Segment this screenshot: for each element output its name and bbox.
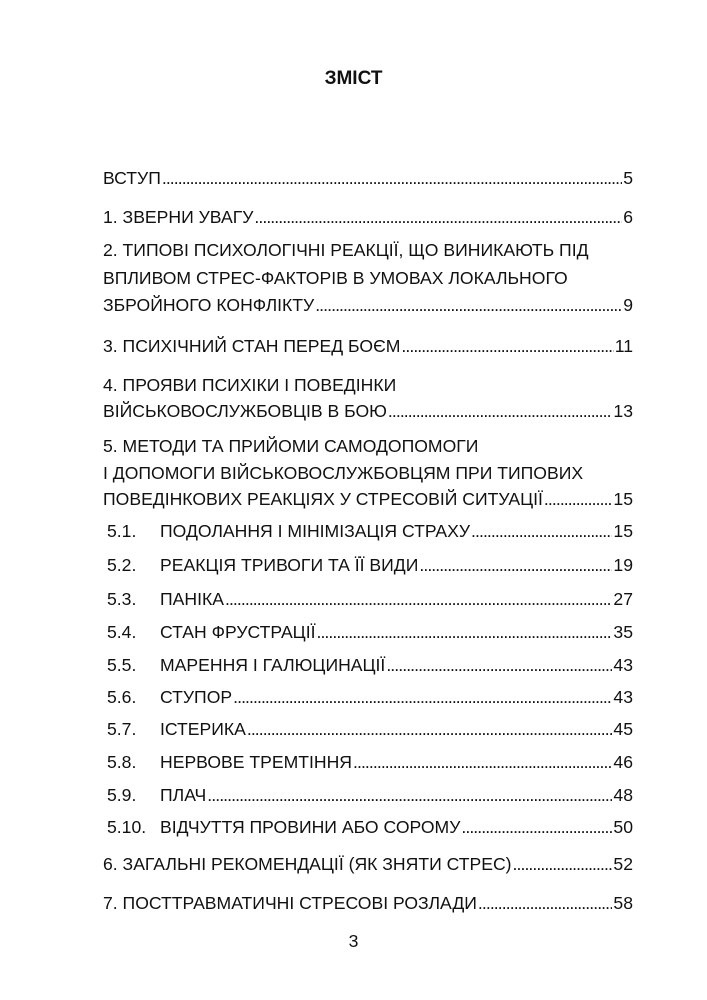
toc-entry-page: 9 [623,295,633,315]
toc-entry-page: 6 [623,207,633,227]
toc-entry-line[interactable] [107,654,633,676]
toc-entry-title: ЗБРОЙНОГО КОНФЛІКТУ [103,295,315,315]
dot-leader [162,167,622,189]
toc-entry-line[interactable] [107,718,633,740]
toc-entry-line[interactable] [107,686,633,708]
toc-entry-title: 4. ПРОЯВИ ПСИХІКИ І ПОВЕДІНКИ [103,375,397,395]
toc-entry-page: 43 [613,687,633,707]
toc-entry-line[interactable] [103,167,633,189]
toc-entry-title: НЕРВОВЕ ТРЕМТІННЯ [160,752,352,772]
toc-entry-line[interactable] [107,816,633,838]
toc-entry-number: 5.7. [107,719,137,739]
dot-leader [233,686,612,708]
toc-entry-page: 19 [613,555,633,575]
page-title: ЗМІСТ [324,68,383,89]
toc-entry-page: 11 [614,336,633,356]
toc-entry-page: 50 [613,817,633,837]
dot-leader [419,554,612,576]
toc-entry-number: 5.6. [107,687,137,707]
toc-entry-title: 7. ПОСТТРАВМАТИЧНІ СТРЕСОВІ РОЗЛАДИ [103,893,477,913]
toc-entry-title: СТУПОР [160,687,233,707]
toc-entry-line[interactable] [103,335,633,357]
dot-leader [386,654,612,676]
toc-entry-line[interactable] [103,488,633,510]
toc-entry-number: 5.10. [107,817,147,837]
toc-entry-number: 5.9. [107,785,137,805]
toc-entry-page: 43 [613,655,633,675]
toc-entry-line[interactable] [107,554,633,576]
toc-entry-line[interactable] [107,520,633,542]
toc-entry-title: 3. ПСИХІЧНИЙ СТАН ПЕРЕД БОЄМ [103,336,401,356]
toc-entry-line[interactable] [103,206,633,228]
toc-entry-title: РЕАКЦІЯ ТРИВОГИ ТА ЇЇ ВИДИ [160,555,419,575]
dot-leader [254,206,622,228]
toc-entry-line[interactable] [107,784,633,806]
toc-entry-title: ВПЛИВОМ СТРЕС-ФАКТОРІВ В УМОВАХ ЛОКАЛЬНОГО [103,268,568,288]
toc-entry-page: 13 [613,401,633,421]
dot-leader [513,853,613,875]
toc-entry-line[interactable] [107,588,633,610]
toc-entry-line[interactable] [107,751,633,773]
toc-entry-title: І ДОПОМОГИ ВІЙСЬКОВОСЛУЖБОВЦЯМ ПРИ ТИПОВИХ [103,463,584,483]
dot-leader [478,892,613,914]
dot-leader [388,400,613,422]
toc-entry-number: 5.3. [107,589,137,609]
dot-leader [247,718,613,740]
dot-leader [315,294,622,316]
dot-leader [401,335,613,357]
toc-entry-title: ВІЙСЬКОВОСЛУЖБОВЦІВ В БОЮ [103,401,387,421]
toc-entry-number: 5.1. [107,521,137,541]
toc-entry-page: 27 [613,589,633,609]
toc-entry-page: 45 [613,719,633,739]
toc-entry-title: МАРЕННЯ І ГАЛЮЦИНАЦІЇ [160,655,386,675]
toc-entry-line[interactable] [103,374,633,396]
toc-entry-title: 1. ЗВЕРНИ УВАГУ [103,207,254,227]
toc-entry-title: 6. ЗАГАЛЬНІ РЕКОМЕНДАЦІЇ (ЯК ЗНЯТИ СТРЕС) [103,854,512,874]
toc-entry-number: 5.2. [107,555,137,575]
dot-leader [471,520,612,542]
toc-entry-number: 5.5. [107,655,137,675]
toc-entry-page: 58 [613,893,633,913]
page-number: 3 [348,931,359,951]
toc-entry-line[interactable] [103,853,633,875]
toc-entry-title: ІСТЕРИКА [160,719,246,739]
toc-entry-title: ПОДОЛАННЯ І МІНІМІЗАЦІЯ СТРАХУ [160,521,471,541]
toc-entry-number: 5.4. [107,622,137,642]
toc-entry-title: ПАНІКА [160,589,224,609]
toc-entry-title: ВСТУП [103,168,161,188]
toc-entry-title: ВІДЧУТТЯ ПРОВИНИ АБО СОРОМУ [160,817,461,837]
toc-entry-page: 52 [613,854,633,874]
toc-entry-title: 2. ТИПОВІ ПСИХОЛОГІЧНІ РЕАКЦІЇ, ЩО ВИНИКАЮТЬ ПІД [103,240,589,260]
toc-entry-line[interactable] [103,400,633,422]
dot-leader [316,621,612,643]
dot-leader [353,751,612,773]
toc-entry-line[interactable] [103,239,633,261]
dot-leader [461,816,612,838]
toc-entry-line[interactable] [103,462,633,484]
toc-entry-page: 46 [613,752,633,772]
dot-leader [207,784,612,806]
toc-entry-page: 35 [613,622,633,642]
dot-leader [225,588,612,610]
toc-entry-page: 48 [613,785,633,805]
toc-entry-line[interactable] [103,892,633,914]
toc-entry-number: 5.8. [107,752,137,772]
toc-entry-line[interactable] [103,267,633,289]
toc-entry-page: 15 [613,521,633,541]
toc-entry-title: ПЛАЧ [160,785,207,805]
toc-entry-line[interactable] [103,435,633,457]
toc-entry-line[interactable] [103,294,633,316]
toc-entry-line[interactable] [107,621,633,643]
toc-entry-page: 15 [613,489,633,509]
toc-entry-title: СТАН ФРУСТРАЦІЇ [160,622,316,642]
toc-entry-page: 5 [623,168,633,188]
toc-entry-title: 5. МЕТОДИ ТА ПРИЙОМИ САМОДОПОМОГИ [103,436,479,456]
toc-entry-title: ПОВЕДІНКОВИХ РЕАКЦІЯХ У СТРЕСОВІЙ СИТУАЦІЇ [103,489,543,509]
dot-leader [544,488,613,510]
